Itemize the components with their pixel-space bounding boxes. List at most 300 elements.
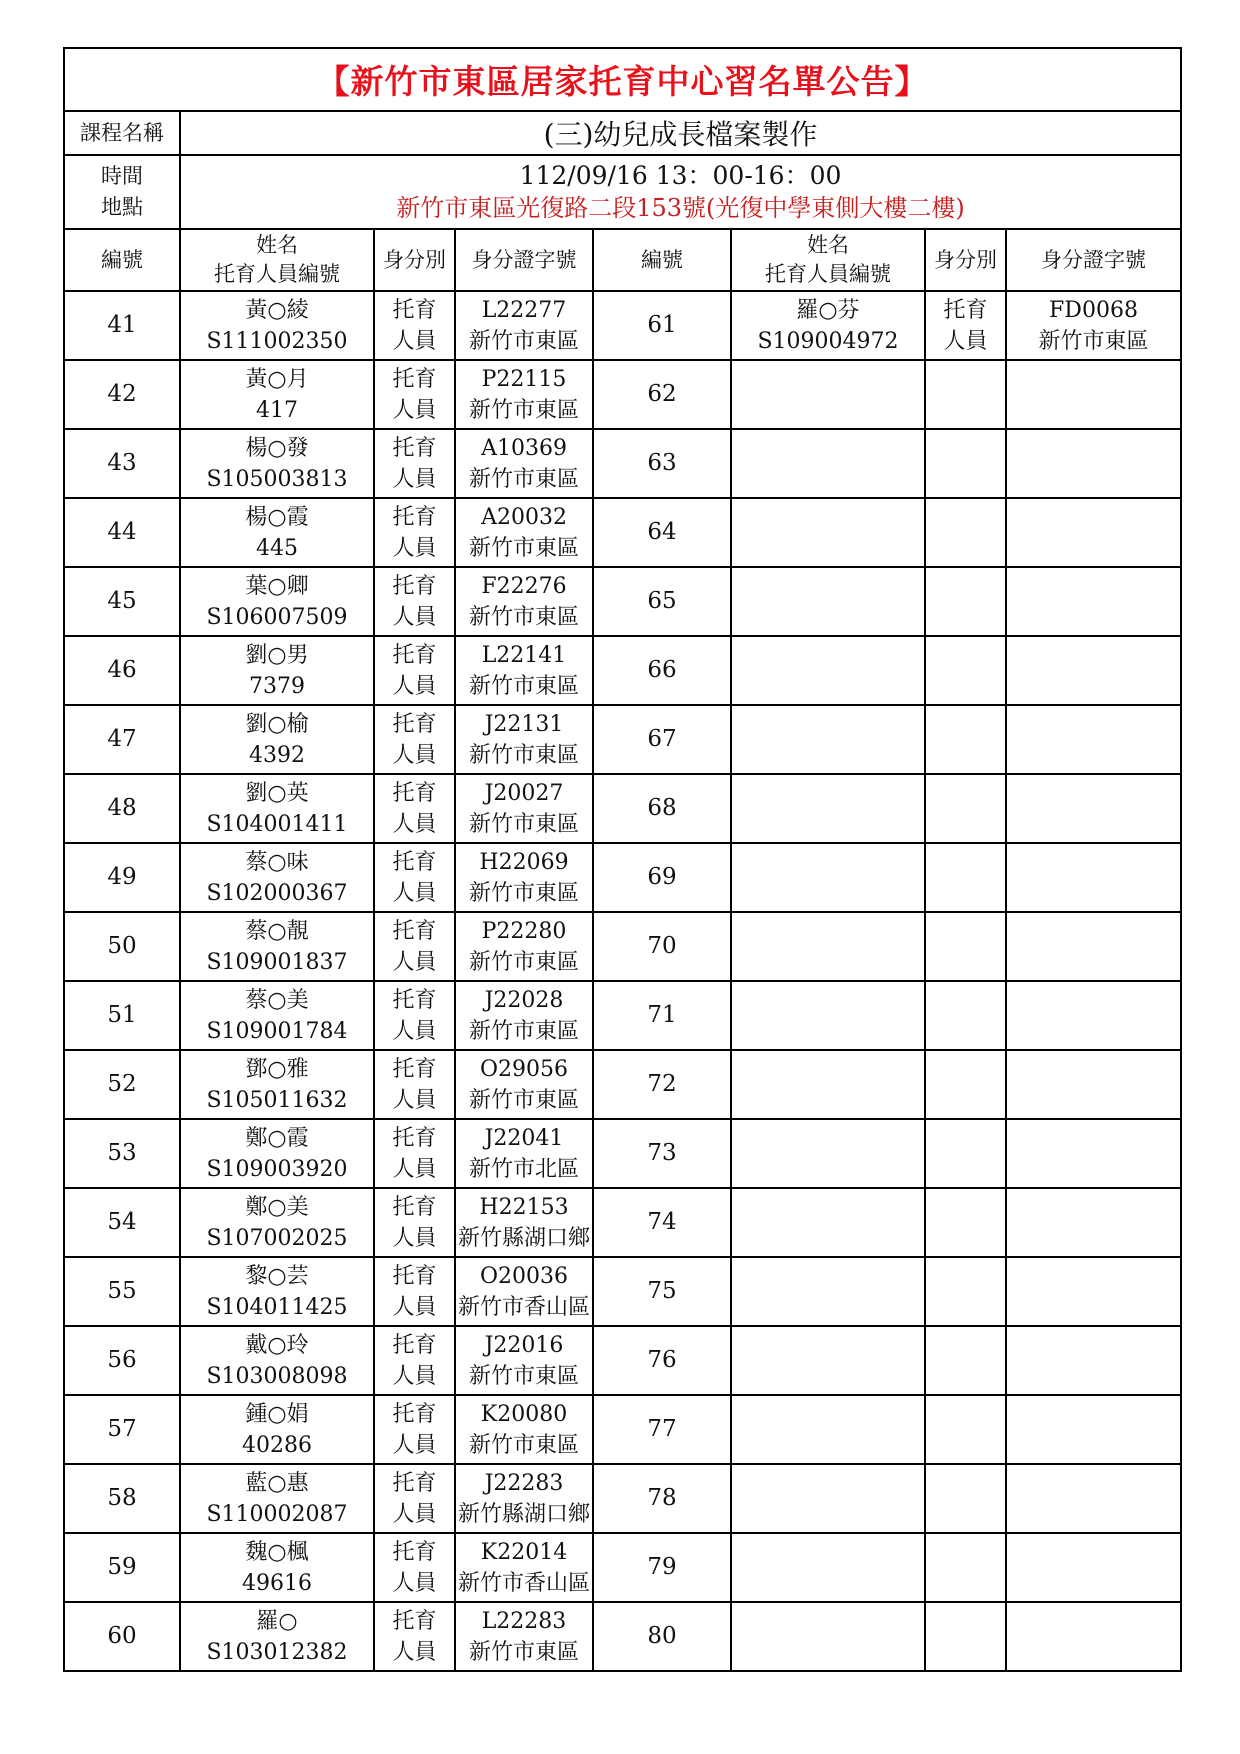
- row-number: 54: [64, 1188, 180, 1257]
- caregiver-code: 4392: [249, 742, 305, 768]
- id-number: H22153: [479, 1194, 569, 1220]
- area: 新竹市東區: [468, 880, 579, 906]
- caregiver-code: S104001411: [206, 811, 348, 837]
- area: 新竹市東區: [468, 1639, 579, 1665]
- person-name: 魏○楓: [245, 1539, 309, 1565]
- caregiver-code: S105011632: [206, 1087, 348, 1113]
- caregiver-code: 445: [256, 535, 298, 561]
- row-number: 43: [64, 429, 180, 498]
- identity-cell: [925, 1464, 1006, 1533]
- identity-line1: 托育: [392, 1539, 437, 1565]
- identity-line2: 人員: [392, 742, 437, 768]
- id-number: FD0068: [1049, 297, 1138, 323]
- place-value: 新竹市東區光復路二段153號(光復中學東側大樓二樓): [396, 194, 965, 222]
- identity-line1: 托育: [392, 504, 437, 530]
- id-number: K22014: [480, 1539, 568, 1565]
- col-name-left: [180, 229, 374, 291]
- name-cell: [180, 360, 374, 429]
- col-name-line1: 姓名: [256, 233, 298, 257]
- id-number: A20032: [481, 504, 567, 530]
- name-cell: [180, 1326, 374, 1395]
- table-row: [64, 1188, 1181, 1257]
- person-name: 藍○惠: [245, 1470, 309, 1496]
- row-number: 64: [593, 498, 731, 567]
- time-value: 112/09/16 13：00-16：00: [519, 161, 842, 190]
- area: 新竹市東區: [468, 535, 579, 561]
- name-cell: [180, 429, 374, 498]
- id-number: J22041: [484, 1125, 564, 1151]
- row-number: 76: [593, 1326, 731, 1395]
- identity-line2: 人員: [392, 673, 437, 699]
- caregiver-code: 40286: [242, 1432, 312, 1458]
- id-number-cell: [1006, 981, 1181, 1050]
- row-number: 57: [64, 1395, 180, 1464]
- id-number-cell: [1006, 1326, 1181, 1395]
- id-number-cell: [455, 1119, 593, 1188]
- name-cell: [180, 1395, 374, 1464]
- col-identity-left: 身分別: [374, 229, 455, 291]
- identity-cell: [374, 1602, 455, 1671]
- identity-cell: [925, 291, 1006, 360]
- area: 新竹縣湖口鄉: [457, 1225, 590, 1251]
- area: 新竹市香山區: [457, 1570, 590, 1596]
- row-number: 70: [593, 912, 731, 981]
- identity-cell: [374, 1464, 455, 1533]
- name-cell: [180, 291, 374, 360]
- id-number: J22028: [484, 987, 564, 1013]
- identity-line2: 人員: [392, 1639, 437, 1665]
- id-number-cell: [1006, 774, 1181, 843]
- area: 新竹市東區: [468, 1363, 579, 1389]
- id-number-cell: [1006, 1602, 1181, 1671]
- person-name: 黎○芸: [245, 1263, 309, 1289]
- person-name: 羅○: [256, 1608, 298, 1634]
- identity-cell: [374, 1326, 455, 1395]
- row-number: 65: [593, 567, 731, 636]
- name-cell: [731, 567, 925, 636]
- caregiver-code: S107002025: [206, 1225, 348, 1251]
- table-row: [64, 1533, 1181, 1602]
- caregiver-code: S109001837: [206, 949, 348, 975]
- caregiver-code: 417: [256, 397, 298, 423]
- row-number: 63: [593, 429, 731, 498]
- person-name: 黃○月: [245, 366, 309, 392]
- name-cell: [180, 912, 374, 981]
- area: 新竹縣湖口鄉: [457, 1501, 590, 1527]
- identity-line1: 托育: [392, 1263, 437, 1289]
- table-row: [64, 429, 1181, 498]
- caregiver-code: S111002350: [206, 328, 348, 354]
- row-number: 53: [64, 1119, 180, 1188]
- row-number: 44: [64, 498, 180, 567]
- id-number-cell: [1006, 291, 1181, 360]
- row-number: 77: [593, 1395, 731, 1464]
- identity-line1: 托育: [392, 711, 437, 737]
- identity-cell: [925, 843, 1006, 912]
- id-number-cell: [455, 1050, 593, 1119]
- name-cell: [180, 1188, 374, 1257]
- identity-cell: [374, 567, 455, 636]
- name-cell: [180, 705, 374, 774]
- name-cell: [731, 981, 925, 1050]
- table-row: [64, 291, 1181, 360]
- id-number: L22283: [481, 1608, 567, 1634]
- identity-line1: 托育: [392, 987, 437, 1013]
- id-number-cell: [455, 291, 593, 360]
- name-cell: [180, 1119, 374, 1188]
- name-cell: [731, 429, 925, 498]
- identity-cell: [374, 636, 455, 705]
- row-number: 56: [64, 1326, 180, 1395]
- row-number: 74: [593, 1188, 731, 1257]
- area: 新竹市東區: [468, 397, 579, 423]
- name-cell: [731, 705, 925, 774]
- person-name: 劉○英: [245, 780, 309, 806]
- identity-line1: 托育: [392, 1125, 437, 1151]
- name-cell: [731, 774, 925, 843]
- row-number: 58: [64, 1464, 180, 1533]
- identity-line2: 人員: [392, 1225, 437, 1251]
- id-number-cell: [1006, 843, 1181, 912]
- table-row: [64, 705, 1181, 774]
- area: 新竹市東區: [468, 466, 579, 492]
- caregiver-code: S102000367: [206, 880, 348, 906]
- name-cell: [180, 1464, 374, 1533]
- id-number-cell: [455, 567, 593, 636]
- identity-cell: [374, 1257, 455, 1326]
- id-number: P22280: [481, 918, 567, 944]
- name-cell: [731, 1326, 925, 1395]
- row-number: 61: [593, 291, 731, 360]
- id-number: H22069: [479, 849, 569, 875]
- identity-cell: [374, 1533, 455, 1602]
- identity-cell: [374, 1188, 455, 1257]
- id-number-cell: [1006, 1395, 1181, 1464]
- id-number-cell: [455, 705, 593, 774]
- identity-line2: 人員: [392, 328, 437, 354]
- area: 新竹市東區: [1038, 328, 1149, 354]
- person-name: 楊○發: [245, 435, 309, 461]
- row-number: 42: [64, 360, 180, 429]
- id-number: L22277: [481, 297, 567, 323]
- area: 新竹市香山區: [457, 1294, 590, 1320]
- person-name: 鄭○霞: [245, 1125, 309, 1151]
- person-name: 葉○卿: [245, 573, 309, 599]
- row-number: 49: [64, 843, 180, 912]
- identity-line2: 人員: [392, 604, 437, 630]
- person-name: 劉○榆: [245, 711, 309, 737]
- area: 新竹市東區: [468, 673, 579, 699]
- identity-cell: [925, 636, 1006, 705]
- person-name: 戴○玲: [245, 1332, 309, 1358]
- person-name: 羅○芬: [796, 297, 860, 323]
- caregiver-code: S110002087: [206, 1501, 348, 1527]
- identity-line1: 托育: [392, 1332, 437, 1358]
- name-cell: [731, 1395, 925, 1464]
- name-cell: [731, 912, 925, 981]
- person-name: 黃○綾: [245, 297, 309, 323]
- caregiver-code: S109001784: [206, 1018, 348, 1044]
- table-row: [64, 1395, 1181, 1464]
- caregiver-code: S109004972: [757, 328, 899, 354]
- id-number: F22276: [481, 573, 567, 599]
- identity-line2: 人員: [392, 880, 437, 906]
- id-number-cell: [1006, 1050, 1181, 1119]
- row-number: 75: [593, 1257, 731, 1326]
- row-number: 47: [64, 705, 180, 774]
- row-number: 66: [593, 636, 731, 705]
- caregiver-code: 7379: [249, 673, 305, 699]
- row-number: 72: [593, 1050, 731, 1119]
- table-row: [64, 843, 1181, 912]
- identity-line2: 人員: [392, 535, 437, 561]
- id-number: J22016: [484, 1332, 564, 1358]
- identity-line2: 人員: [392, 1294, 437, 1320]
- area: 新竹市北區: [468, 1156, 579, 1182]
- id-number-cell: [455, 429, 593, 498]
- caregiver-code: S103012382: [206, 1639, 348, 1665]
- identity-cell: [925, 1050, 1006, 1119]
- identity-cell: [925, 567, 1006, 636]
- name-cell: [180, 774, 374, 843]
- identity-line1: 托育: [943, 297, 988, 323]
- page-title: 【新竹市東區居家托育中心習名單公告】: [64, 48, 1181, 111]
- identity-line1: 托育: [392, 918, 437, 944]
- table-row: [64, 360, 1181, 429]
- identity-line2: 人員: [392, 466, 437, 492]
- id-number-cell: [455, 636, 593, 705]
- name-cell: [731, 636, 925, 705]
- id-number-cell: [1006, 498, 1181, 567]
- col-name-right: [731, 229, 925, 291]
- table-row: [64, 912, 1181, 981]
- area: 新竹市東區: [468, 742, 579, 768]
- id-number: J22283: [484, 1470, 564, 1496]
- id-number: J20027: [484, 780, 564, 806]
- identity-line1: 托育: [392, 366, 437, 392]
- identity-line2: 人員: [392, 1570, 437, 1596]
- id-number: L22141: [481, 642, 567, 668]
- caregiver-code: S105003813: [206, 466, 348, 492]
- identity-cell: [925, 1395, 1006, 1464]
- identity-line2: 人員: [392, 1156, 437, 1182]
- person-name: 鍾○娟: [245, 1401, 309, 1427]
- identity-cell: [925, 981, 1006, 1050]
- id-number-cell: [455, 1464, 593, 1533]
- time-place-value: [180, 155, 1181, 229]
- roster-table: [63, 47, 1182, 1672]
- name-cell: [731, 1257, 925, 1326]
- name-cell: [180, 1533, 374, 1602]
- row-number: 59: [64, 1533, 180, 1602]
- time-label: 時間: [101, 164, 143, 188]
- id-number-cell: [455, 1602, 593, 1671]
- col-idno-left: 身分證字號: [455, 229, 593, 291]
- col-no-left: 編號: [64, 229, 180, 291]
- id-number-cell: [1006, 705, 1181, 774]
- announcement-sheet: [63, 47, 1180, 1672]
- identity-cell: [374, 912, 455, 981]
- identity-line1: 托育: [392, 297, 437, 323]
- row-number: 80: [593, 1602, 731, 1671]
- name-cell: [731, 360, 925, 429]
- id-number: K20080: [480, 1401, 568, 1427]
- identity-cell: [374, 774, 455, 843]
- row-number: 50: [64, 912, 180, 981]
- name-cell: [731, 1119, 925, 1188]
- person-name: 蔡○味: [245, 849, 309, 875]
- row-number: 41: [64, 291, 180, 360]
- identity-line2: 人員: [392, 1018, 437, 1044]
- identity-line2: 人員: [943, 328, 988, 354]
- identity-line1: 托育: [392, 1194, 437, 1220]
- name-cell: [180, 1257, 374, 1326]
- id-number-cell: [455, 1533, 593, 1602]
- row-number: 67: [593, 705, 731, 774]
- identity-line2: 人員: [392, 397, 437, 423]
- identity-line1: 托育: [392, 573, 437, 599]
- identity-cell: [374, 429, 455, 498]
- col-identity-right: 身分別: [925, 229, 1006, 291]
- table-row: [64, 1602, 1181, 1671]
- area: 新竹市東區: [468, 1018, 579, 1044]
- name-cell: [180, 636, 374, 705]
- identity-cell: [925, 360, 1006, 429]
- identity-line2: 人員: [392, 811, 437, 837]
- id-number-cell: [1006, 429, 1181, 498]
- identity-cell: [374, 1119, 455, 1188]
- col-name-line2: 托育人員編號: [214, 262, 340, 286]
- name-cell: [731, 843, 925, 912]
- column-header-row: [64, 229, 1181, 291]
- col-name-line2: 托育人員編號: [765, 262, 891, 286]
- id-number-cell: [455, 1188, 593, 1257]
- row-number: 48: [64, 774, 180, 843]
- name-cell: [731, 1050, 925, 1119]
- name-cell: [731, 1464, 925, 1533]
- identity-line1: 托育: [392, 1056, 437, 1082]
- id-number-cell: [455, 360, 593, 429]
- identity-cell: [374, 705, 455, 774]
- row-number: 79: [593, 1533, 731, 1602]
- identity-cell: [374, 1050, 455, 1119]
- time-place-label: [64, 155, 180, 229]
- caregiver-code: 49616: [242, 1570, 312, 1596]
- identity-line1: 托育: [392, 642, 437, 668]
- id-number-cell: [455, 1395, 593, 1464]
- row-number: 68: [593, 774, 731, 843]
- identity-cell: [925, 912, 1006, 981]
- id-number-cell: [455, 981, 593, 1050]
- col-idno-right: 身分證字號: [1006, 229, 1181, 291]
- row-number: 60: [64, 1602, 180, 1671]
- id-number-cell: [1006, 636, 1181, 705]
- identity-cell: [925, 429, 1006, 498]
- table-row: [64, 1257, 1181, 1326]
- identity-cell: [374, 498, 455, 567]
- id-number-cell: [1006, 1533, 1181, 1602]
- row-number: 45: [64, 567, 180, 636]
- area: 新竹市東區: [468, 1087, 579, 1113]
- caregiver-code: S106007509: [206, 604, 348, 630]
- identity-cell: [925, 1533, 1006, 1602]
- id-number-cell: [455, 912, 593, 981]
- identity-line2: 人員: [392, 1087, 437, 1113]
- name-cell: [180, 843, 374, 912]
- area: 新竹市東區: [468, 1432, 579, 1458]
- area: 新竹市東區: [468, 949, 579, 975]
- row-number: 71: [593, 981, 731, 1050]
- identity-cell: [374, 981, 455, 1050]
- id-number-cell: [455, 1257, 593, 1326]
- identity-cell: [374, 843, 455, 912]
- row-number: 78: [593, 1464, 731, 1533]
- id-number: J22131: [484, 711, 564, 737]
- id-number-cell: [1006, 567, 1181, 636]
- area: 新竹市東區: [468, 604, 579, 630]
- identity-cell: [374, 1395, 455, 1464]
- identity-line1: 托育: [392, 1608, 437, 1634]
- row-number: 73: [593, 1119, 731, 1188]
- identity-line2: 人員: [392, 1363, 437, 1389]
- col-name-line1: 姓名: [807, 233, 849, 257]
- person-name: 鄧○雅: [245, 1056, 309, 1082]
- id-number: O29056: [479, 1056, 569, 1082]
- identity-line1: 托育: [392, 435, 437, 461]
- col-no-right: 編號: [593, 229, 731, 291]
- table-row: [64, 636, 1181, 705]
- row-number: 52: [64, 1050, 180, 1119]
- name-cell: [731, 1533, 925, 1602]
- name-cell: [731, 498, 925, 567]
- identity-cell: [374, 291, 455, 360]
- identity-cell: [925, 1188, 1006, 1257]
- person-name: 蔡○美: [245, 987, 309, 1013]
- place-label: 地點: [101, 195, 143, 219]
- area: 新竹市東區: [468, 811, 579, 837]
- identity-line2: 人員: [392, 1501, 437, 1527]
- id-number-cell: [455, 774, 593, 843]
- area: 新竹市東區: [468, 328, 579, 354]
- name-cell: [180, 1050, 374, 1119]
- table-row: [64, 1326, 1181, 1395]
- course-label: 課程名稱: [64, 111, 180, 155]
- table-row: [64, 1119, 1181, 1188]
- person-name: 楊○霞: [245, 504, 309, 530]
- identity-cell: [925, 498, 1006, 567]
- identity-cell: [925, 1602, 1006, 1671]
- name-cell: [731, 291, 925, 360]
- identity-cell: [925, 1257, 1006, 1326]
- id-number: A10369: [481, 435, 567, 461]
- caregiver-code: S103008098: [206, 1363, 348, 1389]
- table-row: [64, 498, 1181, 567]
- name-cell: [731, 1188, 925, 1257]
- person-name: 鄭○美: [245, 1194, 309, 1220]
- identity-cell: [925, 774, 1006, 843]
- name-cell: [731, 1602, 925, 1671]
- id-number-cell: [455, 1326, 593, 1395]
- caregiver-code: S104011425: [206, 1294, 348, 1320]
- identity-line1: 托育: [392, 1470, 437, 1496]
- table-row: [64, 1050, 1181, 1119]
- identity-line1: 托育: [392, 849, 437, 875]
- table-row: [64, 981, 1181, 1050]
- name-cell: [180, 567, 374, 636]
- id-number: P22115: [481, 366, 567, 392]
- name-cell: [180, 498, 374, 567]
- id-number-cell: [1006, 360, 1181, 429]
